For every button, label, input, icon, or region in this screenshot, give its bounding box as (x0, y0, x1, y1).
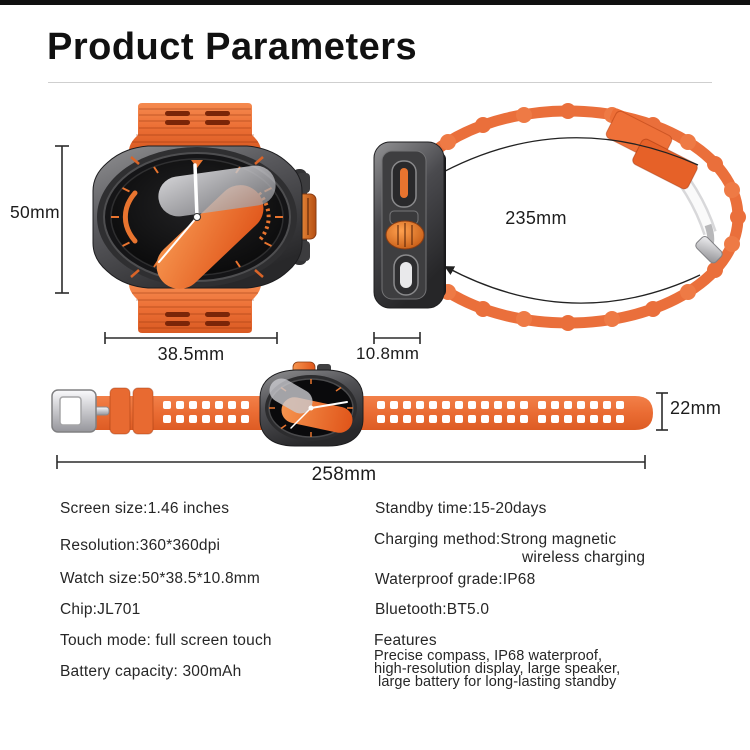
spec-charging-line2: wireless charging (522, 549, 646, 566)
page-title: Product Parameters (47, 26, 418, 68)
measure-22mm-line (656, 393, 668, 430)
spec-watch-size: Watch size:50*38.5*10.8mm (60, 570, 260, 587)
side-case (374, 142, 446, 308)
title-underline (48, 82, 712, 83)
spec-touch-mode: Touch mode: full screen touch (60, 632, 272, 649)
watch-side-illustration (358, 95, 750, 370)
top-accent-bar (0, 0, 750, 5)
front-height-label: 50mm (10, 202, 60, 222)
band-circumference-label: 235mm (505, 208, 567, 228)
spec-bluetooth: Bluetooth:BT5.0 (375, 601, 490, 618)
side-thickness-label: 10.8mm (356, 344, 420, 363)
band-flat-illustration (25, 358, 750, 473)
spec-battery: Battery capacity: 300mAh (60, 663, 242, 680)
spec-features-line1: Precise compass, IP68 waterproof, (374, 648, 603, 664)
spec-features-title: Features (374, 632, 437, 649)
spec-screen-size: Screen size:1.46 inches (60, 500, 230, 517)
front-band-top (129, 103, 261, 151)
measure-385mm-line (105, 332, 277, 344)
spec-features-line2: high-resolution display, large speaker, (374, 661, 621, 677)
front-width-label: 38.5mm (157, 344, 225, 364)
band-width-label: 22mm (670, 398, 722, 418)
spec-waterproof: Waterproof grade:IP68 (375, 571, 536, 588)
front-band-bottom (129, 284, 261, 333)
flat-watch-top-view (260, 362, 363, 446)
spec-standby: Standby time:15-20days (375, 500, 547, 517)
spec-features-line3: large battery for long-lasting standby (378, 674, 617, 690)
spec-resolution: Resolution:360*360dpi (60, 537, 221, 554)
spec-chip: Chip:JL701 (60, 601, 141, 618)
watch-front-illustration (30, 95, 360, 370)
flat-strap (95, 388, 653, 434)
spec-charging-line1: Charging method:Strong magnetic (374, 531, 617, 548)
measure-108mm-line (374, 332, 420, 344)
band-length-label: 258mm (311, 464, 377, 485)
